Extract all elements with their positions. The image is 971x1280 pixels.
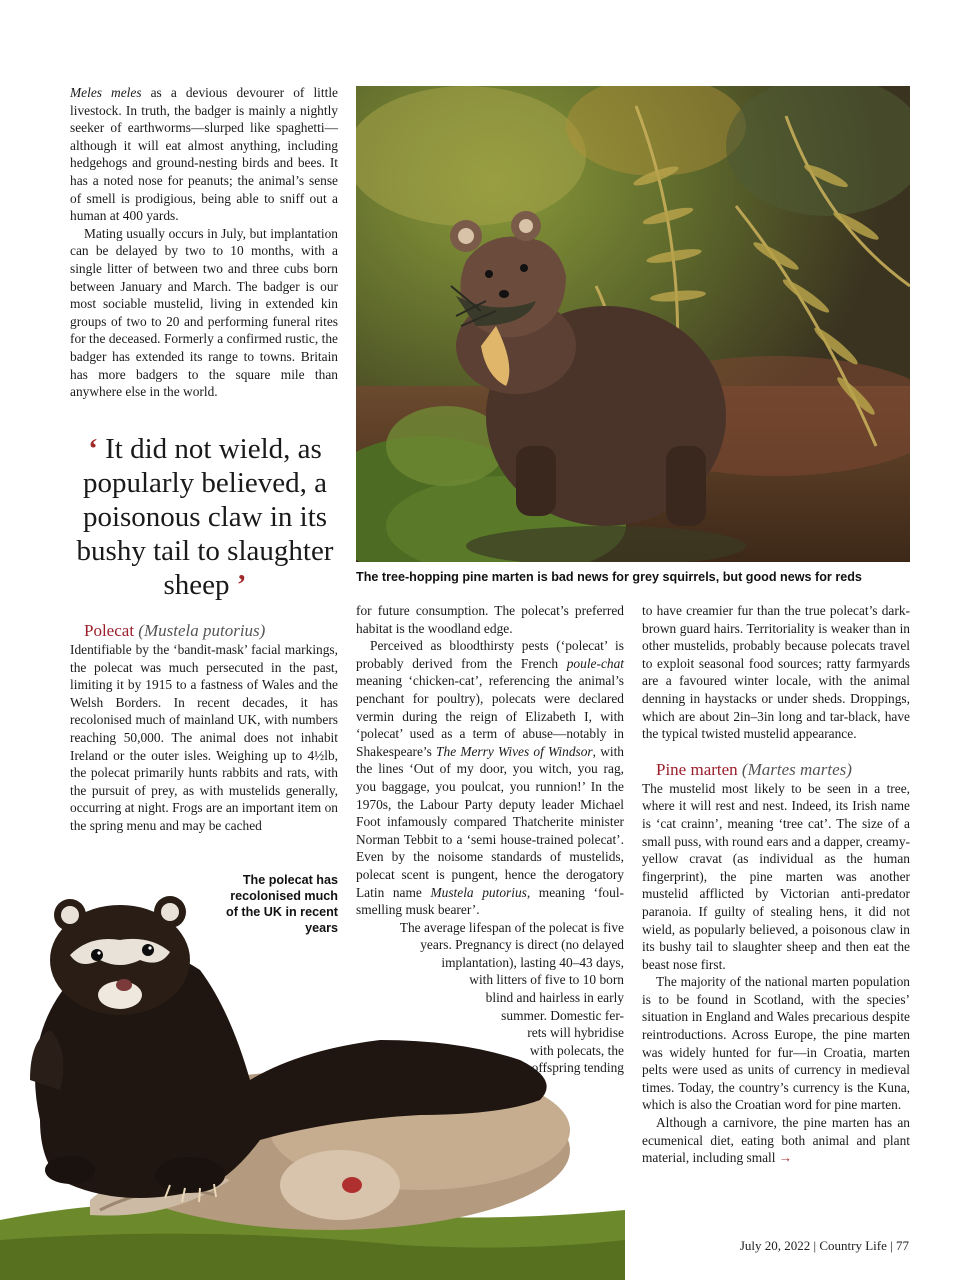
badger-paragraph-1 — [70, 84, 338, 225]
col2-paragraph-1: for future consumption. The polecat’s preferred habitat is the woodland edge. — [356, 603, 624, 636]
continue-arrow-icon: → — [778, 1150, 793, 1166]
pine-marten-caption: The tree-hopping pine marten is bad news for grey squirrels, but good news for reds — [356, 570, 862, 584]
badger-text — [70, 84, 338, 401]
pull-quote-close-mark: ’ — [236, 569, 247, 601]
col2-p3-line: with litters of five to 10 born — [469, 972, 624, 988]
badger-paragraph-2: Mating usually occurs in July, but implantation can be delayed by two to 10 months, with a single litter of between two and three cubs born between January and March. The badger is our most sociable mustelid, living in extended kin groups of two to 20 and performing funeral rites for the deceased. Formerly a confirmed rustic, the badger has extended its range to towns. Britain has more badgers to the square mile than anywhere else in the world. — [70, 225, 338, 400]
pull-quote — [64, 432, 346, 602]
col2-p2-text-a: Perceived as bloodthirsty pests (‘polecat’ is probably derived from the French — [356, 638, 624, 671]
pine-marten-heading-latin: (Martes martes) — [741, 759, 852, 779]
col2-p3-line: summer. Domestic fer- — [501, 1007, 624, 1023]
pine-marten-heading — [642, 759, 910, 780]
col2-p2-text-c: , with the lines ‘Out of my door, you witch, you rag, you baggage, you poulcat, you runnion!’ In the 1970s, the Labour Party deputy leader Michael Foot infamously compared Thatcherite minister Norman Tebbit to a ‘semi house-trained polecat’. Even by the noisome standards of mustelids, polecat scent is pungent, hence the derogatory Latin name — [356, 743, 624, 900]
col2-p3-line: implantation), lasting 40–43 days, — [441, 954, 624, 970]
badger-paragraph-1-text: as a devious devourer of little livestock. In truth, the badger is mainly a nightly seeker of earthworms—slurped like spaghetti—although it will eat almost anything, including hedgehogs and ground-nesting birds and bees. It has a noted nose for peanuts; the animal’s sense of smell is prodigious, being able to sniff out a human at 400 yards. — [70, 85, 338, 224]
col2-p2-text-d: , meaning ‘foul-smelling musk bearer’. — [356, 884, 625, 918]
polecat-heading-name: Polecat — [84, 621, 135, 640]
col3-paragraph-1: to have creamier fur than the true polecat’s dark-brown guard hairs. Territoriality is weaker than in other mustelids, probably because polecats travel to exploit seasonal food sources; ratty farmyards are a favoured winter locale, with the animal denning in haystacks or under sheds. Droppings, which are about 2in–3in long and tar-black, have the typical twisted mustelid appearance. — [642, 603, 910, 742]
col3-p4-text: Although a carnivore, the pine marten has an ecumenical diet, eating both animal and plant material, including small — [642, 1115, 910, 1166]
pull-quote-open-mark: ‘ — [88, 433, 98, 465]
pull-quote-text: It did not wield, as popularly believed, a poisonous claw in its bushy tail to slaughter sheep — [76, 433, 334, 601]
polecat-section — [70, 620, 338, 835]
col3-paragraph-4 — [642, 1114, 910, 1167]
pine-marten-image — [356, 86, 910, 562]
col2-p2-italic-b: The Merry Wives of Windsor — [436, 743, 593, 759]
col2-p3-line: with polecats, the — [529, 1042, 624, 1058]
col2-paragraph-3 — [356, 919, 624, 1077]
col3-paragraph-3: The majority of the national marten population is to be found in Scotland, with the species’ situation in England and Wales precarious despite reintroductions. Across Europe, the pine marten was widely hunted for fur—in Croatia, marten pelts were used as units of currency in medieval times. Today, the country’s currency is the Kuna, which is also the Croatian word for pine marten. — [642, 974, 910, 1113]
col2-p3-line: offspring tending — [531, 1060, 624, 1076]
polecat-paragraph-1: Identifiable by the ‘bandit-mask’ facial markings, the polecat was much persecuted in the past, limiting it by 1915 to a fastness of Wales and the Welsh Borders. In recent decades, it has recolonised much of mainland UK, with numbers reaching 50,000. The animal does not inhabit Ireland or the outer isles. Weighing up to 4½lb, the polecat primarily hunts rabbits and rats, with the pursuit of prey, as with mustelids generally, occurring at night. Frogs are an important item on the spring menu and may be cached — [70, 642, 338, 833]
pine-marten-photo — [356, 86, 910, 562]
column-2 — [356, 602, 624, 1077]
badger-latin-name: Meles meles — [70, 85, 142, 100]
page-footer: July 20, 2022 | Country Life | 77 — [739, 1238, 909, 1253]
column-3 — [642, 602, 910, 1167]
col2-p2-italic-c: Mustela putorius — [430, 884, 527, 900]
polecat-caption: The polecat has recolonised much of the UK in recent years — [226, 873, 338, 935]
col2-p3-line: rets will hybridise — [527, 1025, 624, 1041]
col2-paragraph-2 — [356, 637, 624, 919]
col2-p2-text-b: meaning ‘chicken-cat’, referencing the animal’s penchant for poultry), polecats were declared vermin during the reign of Elizabeth I, with ‘polecat’ used as a term of abuse—notably in Shakespeare’s — [356, 673, 624, 759]
col2-p2-italic-a: poule-chat — [566, 655, 624, 671]
polecat-heading-latin: (Mustela putorius) — [138, 621, 266, 640]
col2-p3-line: blind and hairless in early — [485, 990, 624, 1006]
col2-p3-line: years. Pregnancy is direct (no delayed — [420, 937, 624, 953]
polecat-heading — [70, 620, 338, 641]
pine-marten-heading-name: Pine marten — [656, 759, 738, 779]
col2-p3-line: The average lifespan of the polecat is five — [399, 919, 624, 935]
col3-paragraph-2: The mustelid most likely to be seen in a tree, where it will rest and nest. Indeed, its Irish name is ‘cat crainn’, meaning ‘tree cat’. The size of a small puss, with round ears and a dapper, creamy-yellow cravat (as individual as the human fingerprint), the pine marten was another mustelid afflicted by Victorian anti-predator paranoia. If guilty of stealing hens, it did not wield, as popularly believed, a poisonous claw in its bushy tail to slaughter sheep and then eat the beast nose first. — [642, 780, 910, 972]
